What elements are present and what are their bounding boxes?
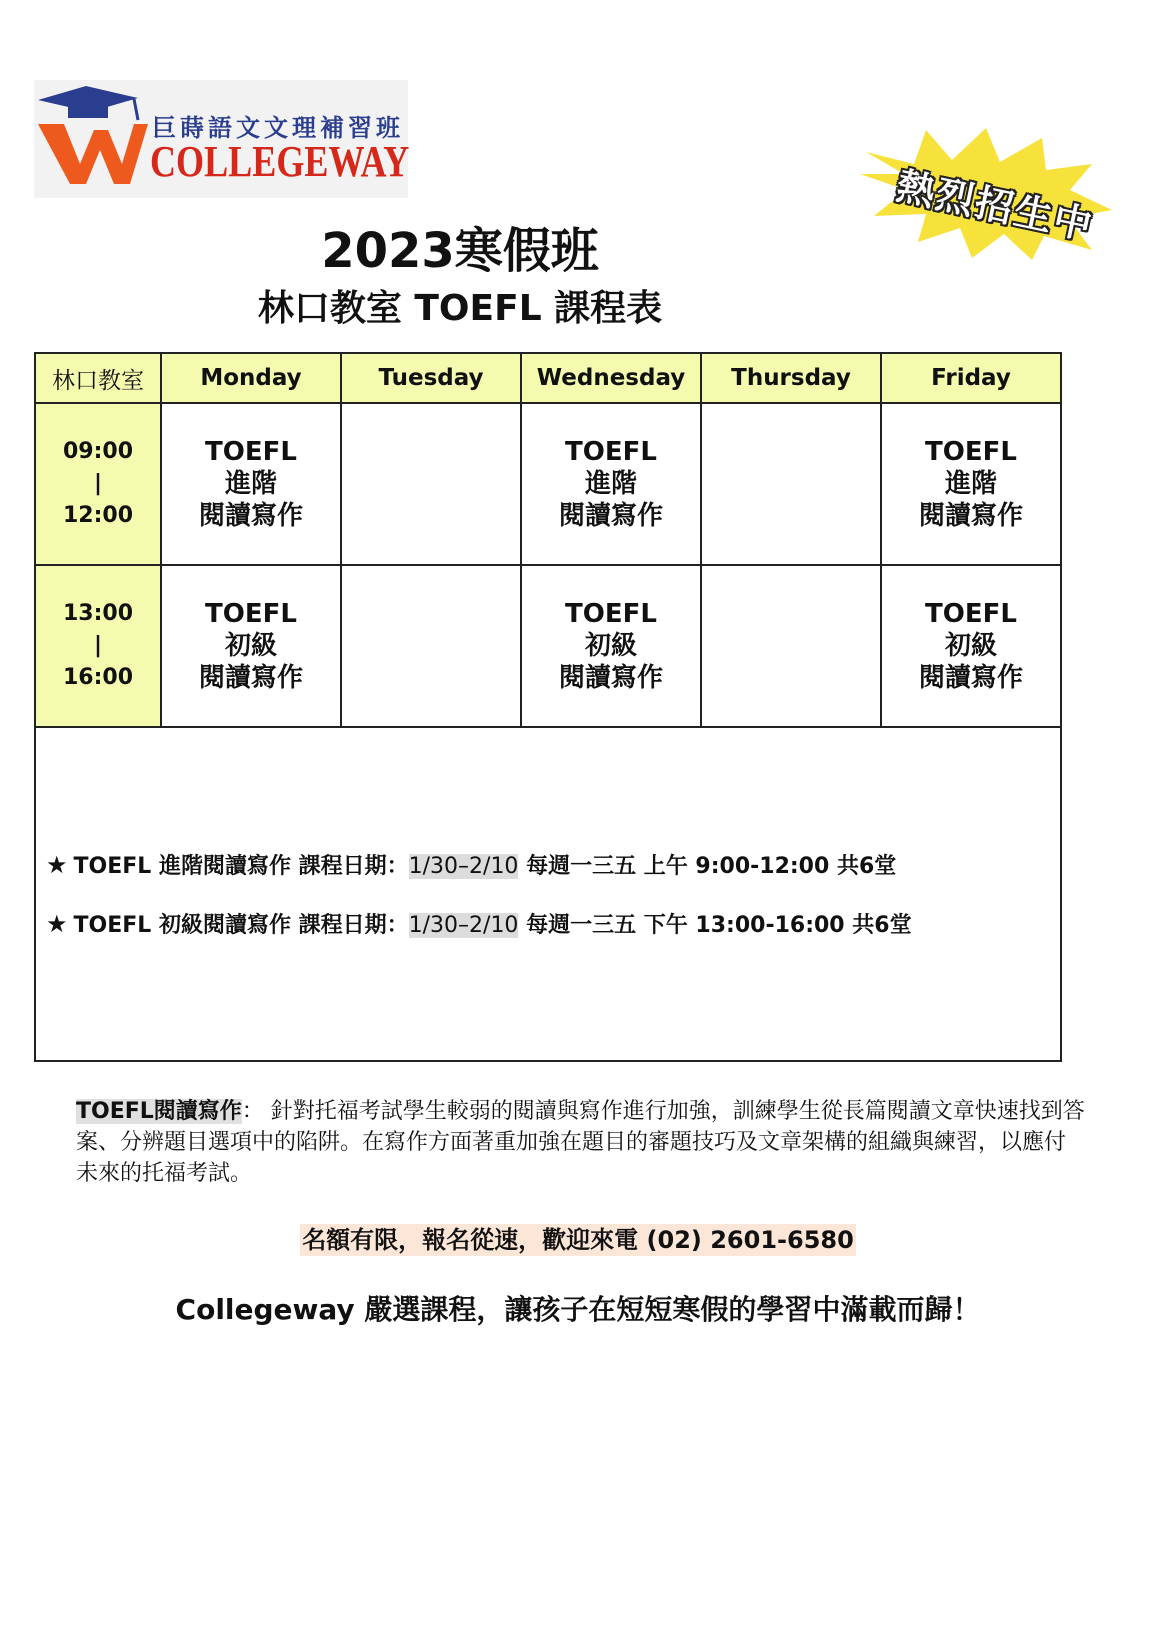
note-suffix: 每週一三五 下午 13:00-16:00 共6堂 [518,913,912,938]
schedule-table [34,352,1062,1062]
course-subject: 閱讀寫作 [198,663,303,693]
empty-cell [341,565,521,727]
course-cell [521,565,701,727]
header-corner: 林口教室 [35,353,161,403]
course-note [46,849,1060,880]
page-subtitle: 林口教室 TOEFL 課程表 [257,288,663,329]
time-end: 16:00 [62,665,134,690]
logo [34,80,408,198]
description-text: ： 針對托福考試學生較弱的閱讀與寫作進行加強，訓練學生從長篇閱讀文章快速找到答案、分辨題目選項中的陷阱。在寫作方面著重加強在題目的審題技巧及文章架構的組織與練習，以應付未來的托福考試。 [76,1099,1085,1186]
time-end: 12:00 [62,503,134,528]
course-subject: 閱讀寫作 [198,501,303,531]
course-notes [35,727,1061,1061]
course-cell [881,565,1061,727]
header-day: Wednesday [521,353,701,403]
time-start: 09:00 [62,439,134,464]
course-cell [161,565,341,727]
course-name: TOEFL [925,437,1017,467]
note-dates: 1/30–2/10 [408,913,519,938]
course-subject: 閱讀寫作 [558,501,663,531]
badge-text: 熱烈招生中 [892,163,1098,249]
course-name: TOEFL [565,437,657,467]
header-day: Monday [161,353,341,403]
course-subject: 閱讀寫作 [918,501,1023,531]
course-note [46,908,1060,939]
course-level: 初級 [584,631,637,661]
note-prefix: TOEFL 初級閱讀寫作 課程日期： [73,913,409,938]
note-prefix: TOEFL 進階閱讀寫作 課程日期： [73,854,409,879]
table-header-row [35,353,1061,403]
contact-info [0,1220,1156,1255]
time-separator: | [93,471,103,496]
course-level: 進階 [584,469,637,499]
course-level: 進階 [224,469,277,499]
page-title: 2023寒假班 [321,223,599,279]
course-cell [881,403,1061,565]
course-level: 初級 [224,631,277,661]
note-suffix: 每週一三五 上午 9:00-12:00 共6堂 [518,854,897,879]
empty-cell [701,403,881,565]
header-day: Thursday [701,353,881,403]
star-icon: ★ [46,851,68,879]
course-name: TOEFL [565,599,657,629]
course-name: TOEFL [205,437,297,467]
header-day: Tuesday [341,353,521,403]
table-row [35,403,1061,565]
logo-english-name: COLLEGEWAY [150,137,410,186]
header-day: Friday [881,353,1061,403]
time-slot [35,403,161,565]
time-separator: | [93,633,103,658]
course-name: TOEFL [925,599,1017,629]
description-label: TOEFL閱讀寫作 [76,1099,242,1124]
time-slot [35,565,161,727]
logo-chinese-name: 巨蒔語文文理補習班 [152,113,404,142]
empty-cell [701,565,881,727]
course-level: 進階 [944,469,997,499]
slogan: Collegeway 嚴選課程，讓孩子在短短寒假的學習中滿載而歸！ [175,1293,981,1326]
notes-row [35,727,1061,1061]
course-level: 初級 [944,631,997,661]
star-icon: ★ [46,910,68,938]
time-start: 13:00 [62,601,134,626]
table-row [35,565,1061,727]
course-cell [521,403,701,565]
course-cell [161,403,341,565]
course-subject: 閱讀寫作 [918,663,1023,693]
course-subject: 閱讀寫作 [558,663,663,693]
note-dates: 1/30–2/10 [408,854,519,879]
course-name: TOEFL [205,599,297,629]
empty-cell [341,403,521,565]
course-description [76,1096,1086,1189]
contact-text: 名額有限，報名從速，歡迎來電 (02) 2601-6580 [302,1226,854,1254]
